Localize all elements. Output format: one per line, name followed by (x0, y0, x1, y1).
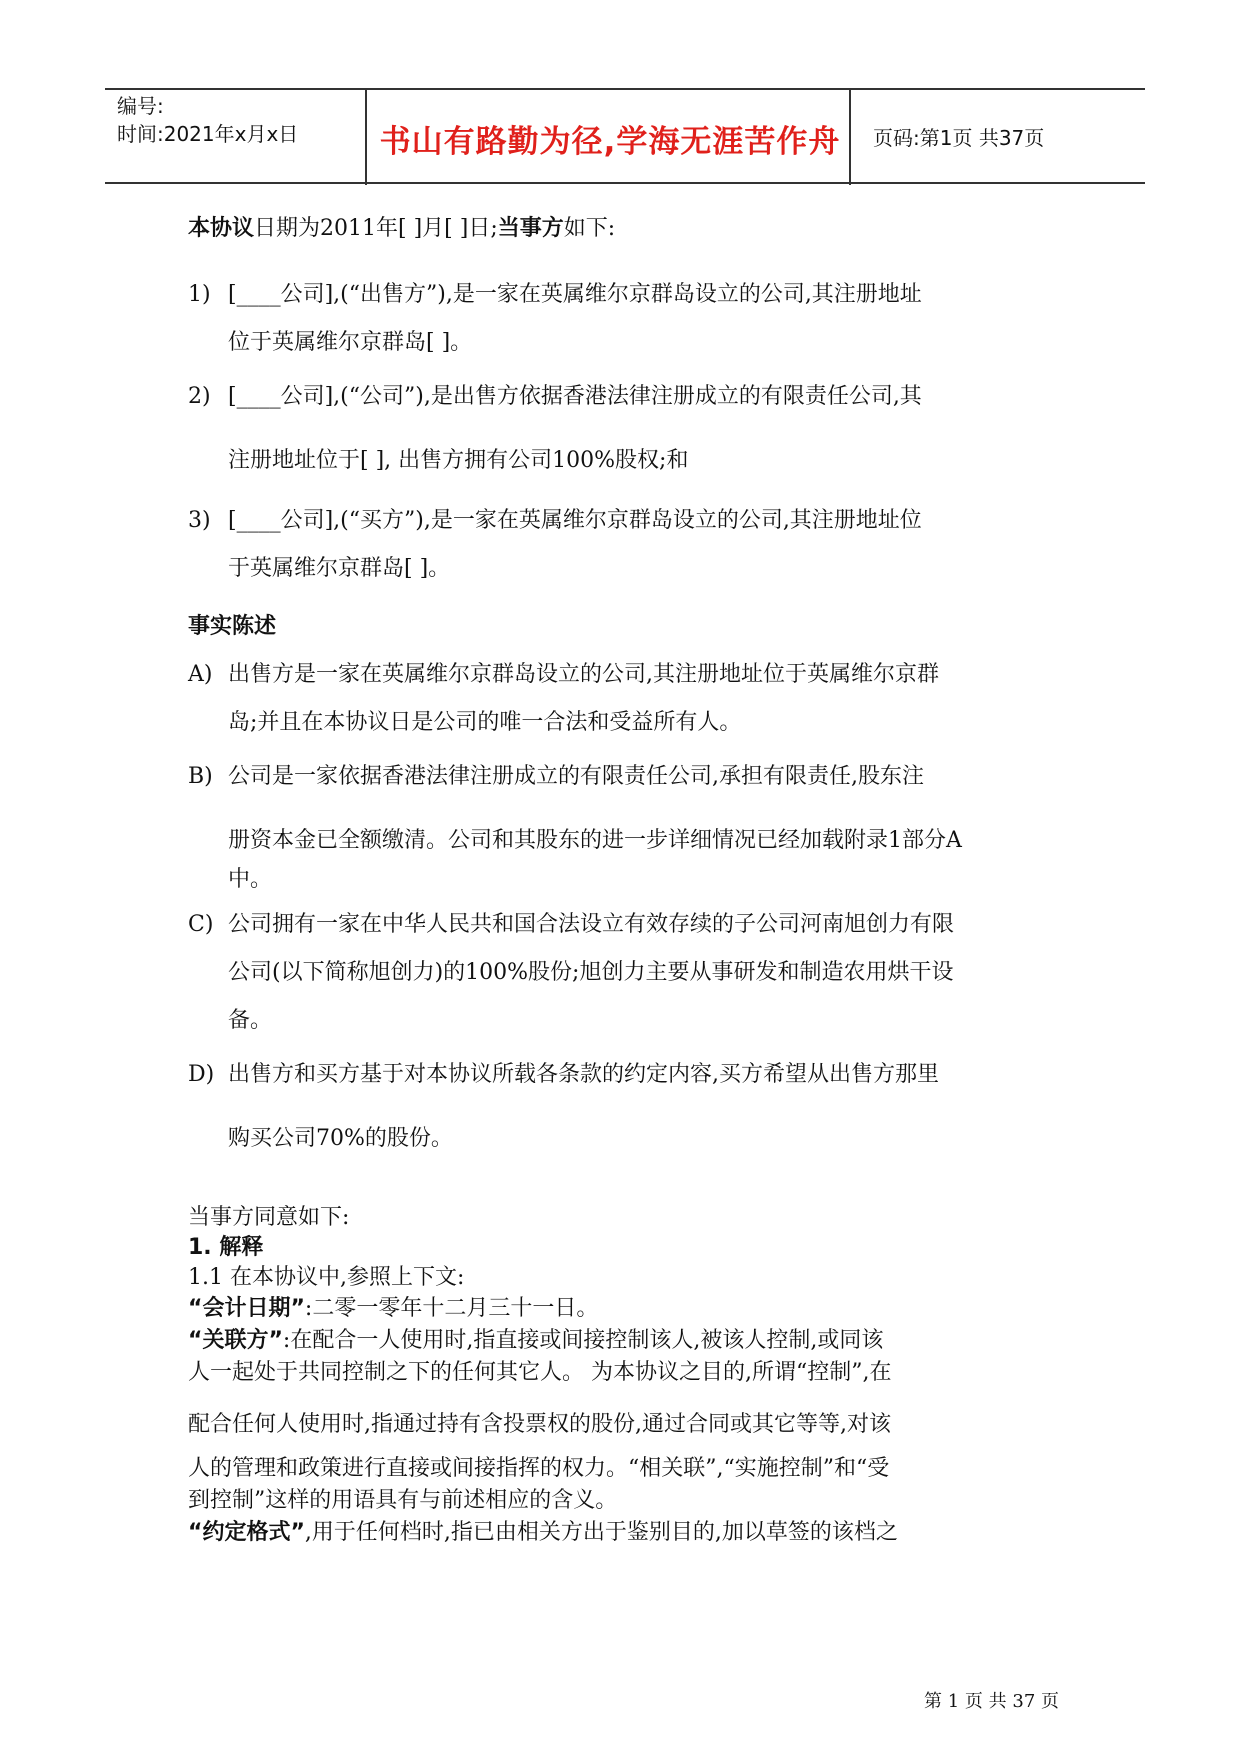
fact-line: 册资本金已全额缴清。公司和其股东的进一步详细情况已经加载附录1部分A (228, 828, 962, 853)
fact-item (188, 753, 1063, 895)
fact-line: 中。 (228, 867, 273, 892)
facts-heading: 事实陈述 (188, 614, 277, 639)
fact-line: 购买公司70%的股份。 (228, 1126, 453, 1151)
party-line: 注册地址位于[ ], 出售方拥有公司100%股权;和 (228, 448, 689, 473)
fact-item (188, 1051, 1063, 1163)
fact-line: 岛;并且在本协议日是公司的唯一合法和受益所有人。 (228, 710, 742, 735)
fact-label: C) (188, 912, 214, 937)
party-item (188, 373, 1063, 485)
party-line: [____公司],(“出售方”),是一家在英属维尔京群岛设立的公司,其注册地址 (228, 282, 922, 307)
header-divider-left (365, 90, 367, 185)
party-item (188, 271, 1063, 367)
party-line: [____公司],(“买方”),是一家在英属维尔京群岛设立的公司,其注册地址位 (228, 508, 922, 533)
spacer (188, 1169, 1063, 1203)
header-meta (117, 92, 298, 148)
fact-line: 公司(以下简称旭创力)的100%股份;旭创力主要从事研发和制造农用烘干设 (228, 960, 954, 985)
definition-line (188, 1517, 1063, 1549)
definition-line: 人一起处于共同控制之下的任何其它人。 为本协议之目的,所谓“控制”,在 (188, 1360, 892, 1385)
header-motto: 书山有路勤为径,学海无涯苦作舟 (379, 124, 841, 160)
clause-line: 1.1 在本协议中,参照上下文: (188, 1265, 465, 1290)
doc-time: 时间:2021年x月x日 (117, 122, 299, 146)
definition-term: “会计日期” (188, 1296, 305, 1321)
fact-line: 公司拥有一家在中华人民共和国合法设立有效存续的子公司河南旭创力有限 (228, 912, 955, 937)
definition-line (188, 1293, 1063, 1325)
document-body (188, 205, 1063, 1549)
section-title: 1. 解释 (188, 1235, 264, 1260)
definition-term: “关联方” (188, 1328, 283, 1353)
party-line: 于英属维尔京群岛[ ]。 (228, 556, 451, 581)
party-item (188, 497, 1063, 593)
intro-parties-bold: 当事方 (497, 216, 564, 241)
intro-line (188, 205, 1063, 253)
definition-text: ,用于任何档时,指已由相关方出于鉴别目的,加以草签的该档之 (304, 1520, 898, 1545)
fact-line: 出售方和买方基于对本协议所载各条款的约定内容,买方希望从出售方那里 (228, 1062, 939, 1087)
definition-text: :在配合一人使用时,指直接或间接控制该人,被该人控制,或同该 (282, 1328, 884, 1353)
definition-line: 到控制”这样的用语具有与前述相应的含义。 (188, 1488, 618, 1513)
fact-line: 公司是一家依据香港法律注册成立的有限责任公司,承担有限责任,股东注 (228, 764, 924, 789)
fact-label: B) (188, 764, 213, 789)
agree-line: 当事方同意如下: (188, 1205, 350, 1230)
header-page-number: 页码:第1页 共37页 (873, 126, 1045, 150)
party-label: 2) (188, 384, 211, 409)
party-label: 3) (188, 508, 211, 533)
fact-label: D) (188, 1062, 215, 1087)
doc-number: 编号: (117, 94, 164, 118)
intro-tail: 如下: (563, 216, 616, 241)
header-bottom-rule (105, 182, 1145, 184)
party-line: 位于英属维尔京群岛[ ]。 (228, 330, 473, 355)
fact-item (188, 651, 1063, 747)
definition-term: “约定格式” (188, 1520, 305, 1545)
party-label: 1) (188, 282, 211, 307)
fact-label: A) (188, 662, 213, 687)
definition-text: :二零一零年十二月三十一日。 (304, 1296, 599, 1321)
intro-bold: 本协议 (188, 216, 255, 241)
footer-page-number: 第 1 页 共 37 页 (924, 1691, 1059, 1712)
fact-line: 备。 (228, 1008, 273, 1033)
definition-line: 配合任何人使用时,指通过持有含投票权的股份,通过合同或其它等等,对该 (188, 1412, 891, 1437)
fact-line: 出售方是一家在英属维尔京群岛设立的公司,其注册地址位于英属维尔京群 (228, 662, 939, 687)
definition-line: 人的管理和政策进行直接或间接指挥的权力。“相关联”,“实施控制”和“受 (188, 1456, 890, 1481)
party-line: [____公司],(“公司”),是出售方依据香港法律注册成立的有限责任公司,其 (228, 384, 922, 409)
header-top-rule (105, 88, 1145, 90)
intro-date: 日期为2011年[ ]月[ ]日; (254, 216, 498, 241)
fact-item (188, 901, 1063, 1045)
definition-line (188, 1325, 1063, 1357)
